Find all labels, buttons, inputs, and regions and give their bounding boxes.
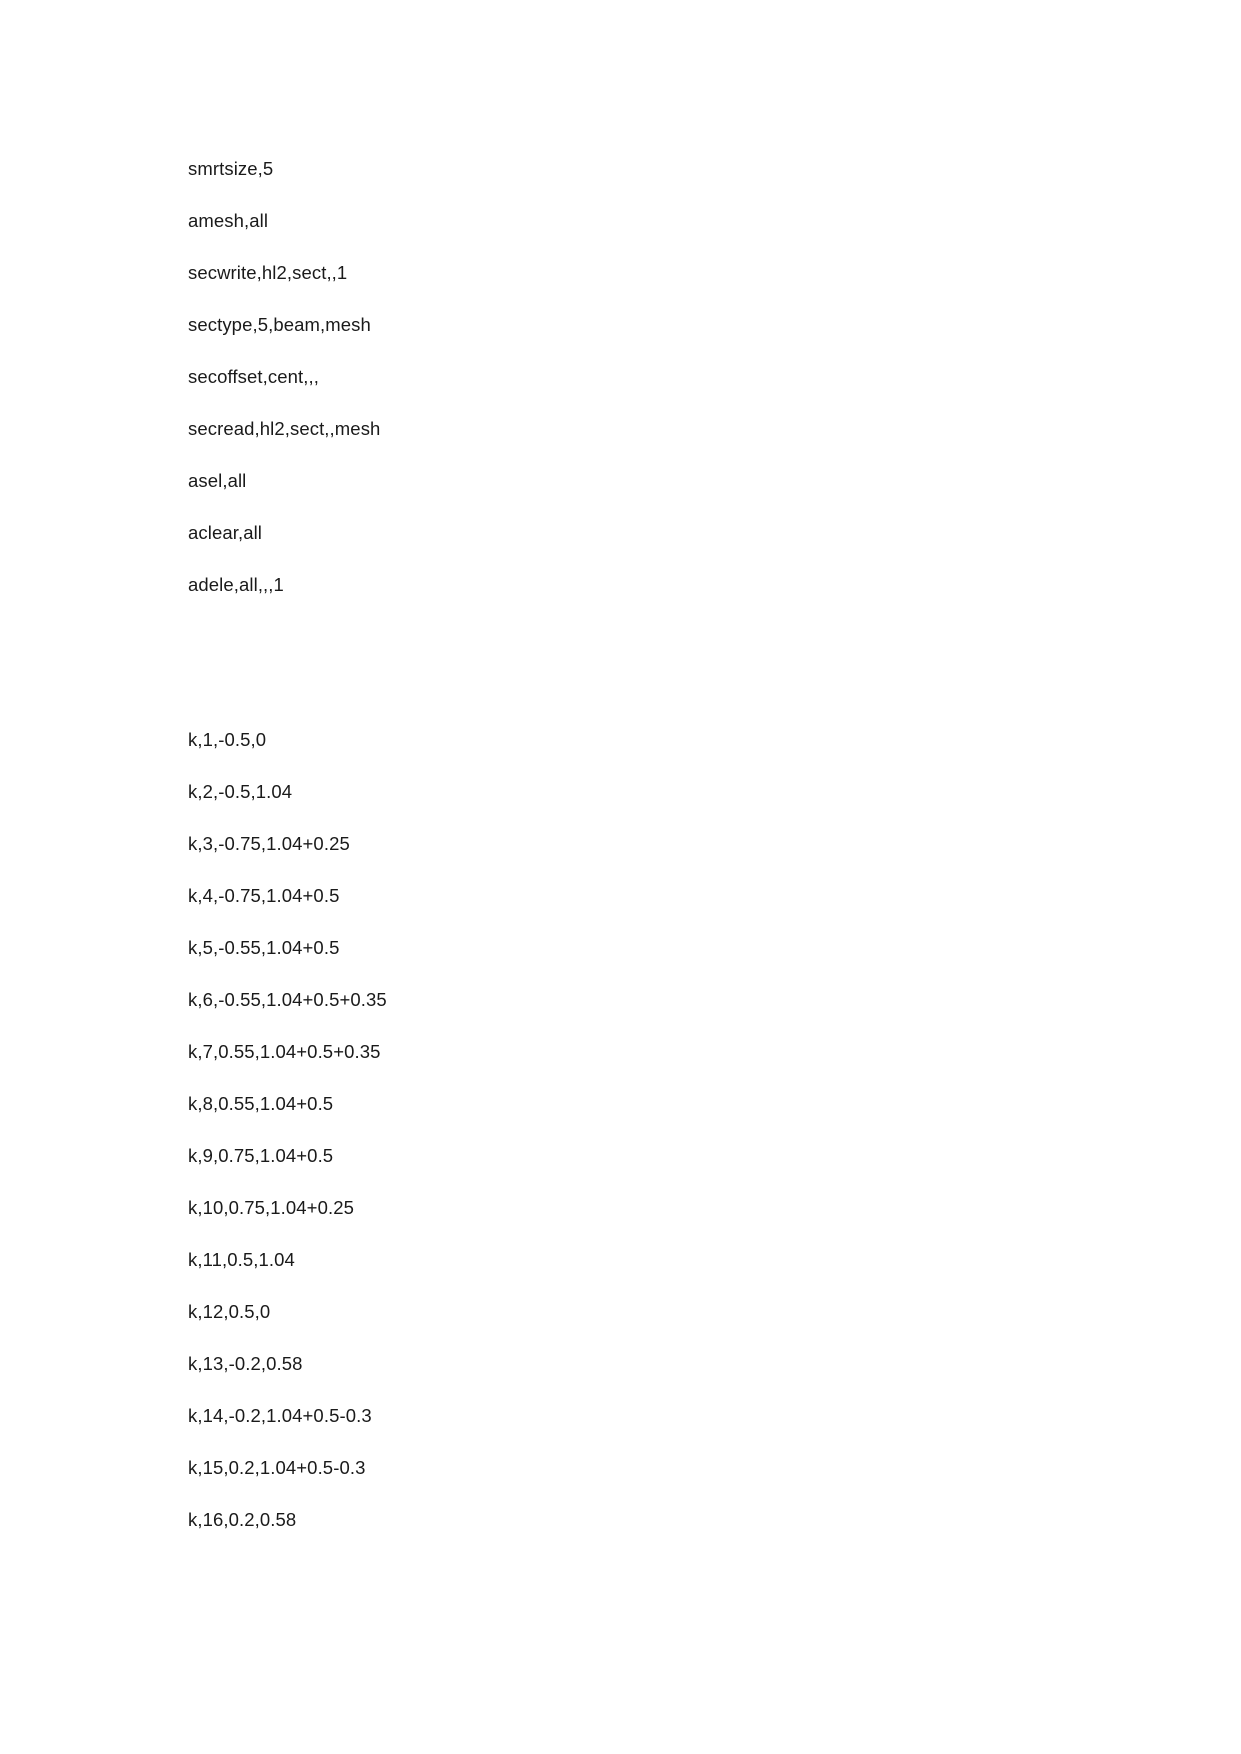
command-line: adele,all,,,1 — [188, 574, 284, 595]
keypoint-line: k,12,0.5,0 — [188, 1301, 271, 1322]
keypoint-line: k,13,-0.2,0.58 — [188, 1353, 303, 1374]
command-line: asel,all — [188, 470, 247, 491]
keypoint-line: k,6,-0.55,1.04+0.5+0.35 — [188, 989, 387, 1010]
keypoint-line: k,4,-0.75,1.04+0.5 — [188, 885, 340, 906]
keypoint-line: k,2,-0.5,1.04 — [188, 781, 293, 802]
command-block-mesh — [188, 155, 380, 623]
keypoint-line: k,14,-0.2,1.04+0.5-0.3 — [188, 1405, 372, 1426]
keypoint-line: k,16,0.2,0.58 — [188, 1509, 297, 1530]
keypoint-line: k,1,-0.5,0 — [188, 729, 267, 750]
command-line: sectype,5,beam,mesh — [188, 314, 371, 335]
keypoint-line: k,7,0.55,1.04+0.5+0.35 — [188, 1041, 381, 1062]
command-block-keypoints — [188, 726, 387, 1558]
command-line: secwrite,hl2,sect,,1 — [188, 262, 348, 283]
keypoint-line: k,15,0.2,1.04+0.5-0.3 — [188, 1457, 366, 1478]
keypoint-line: k,8,0.55,1.04+0.5 — [188, 1093, 334, 1114]
command-line: aclear,all — [188, 522, 263, 543]
keypoint-line: k,10,0.75,1.04+0.25 — [188, 1197, 354, 1218]
keypoint-line: k,9,0.75,1.04+0.5 — [188, 1145, 334, 1166]
command-line: smrtsize,5 — [188, 158, 274, 179]
command-line: secoffset,cent,,, — [188, 366, 319, 387]
keypoint-line: k,3,-0.75,1.04+0.25 — [188, 833, 350, 854]
keypoint-line: k,5,-0.55,1.04+0.5 — [188, 937, 340, 958]
command-line: amesh,all — [188, 210, 269, 231]
keypoint-line: k,11,0.5,1.04 — [188, 1249, 295, 1270]
command-line: secread,hl2,sect,,mesh — [188, 418, 381, 439]
